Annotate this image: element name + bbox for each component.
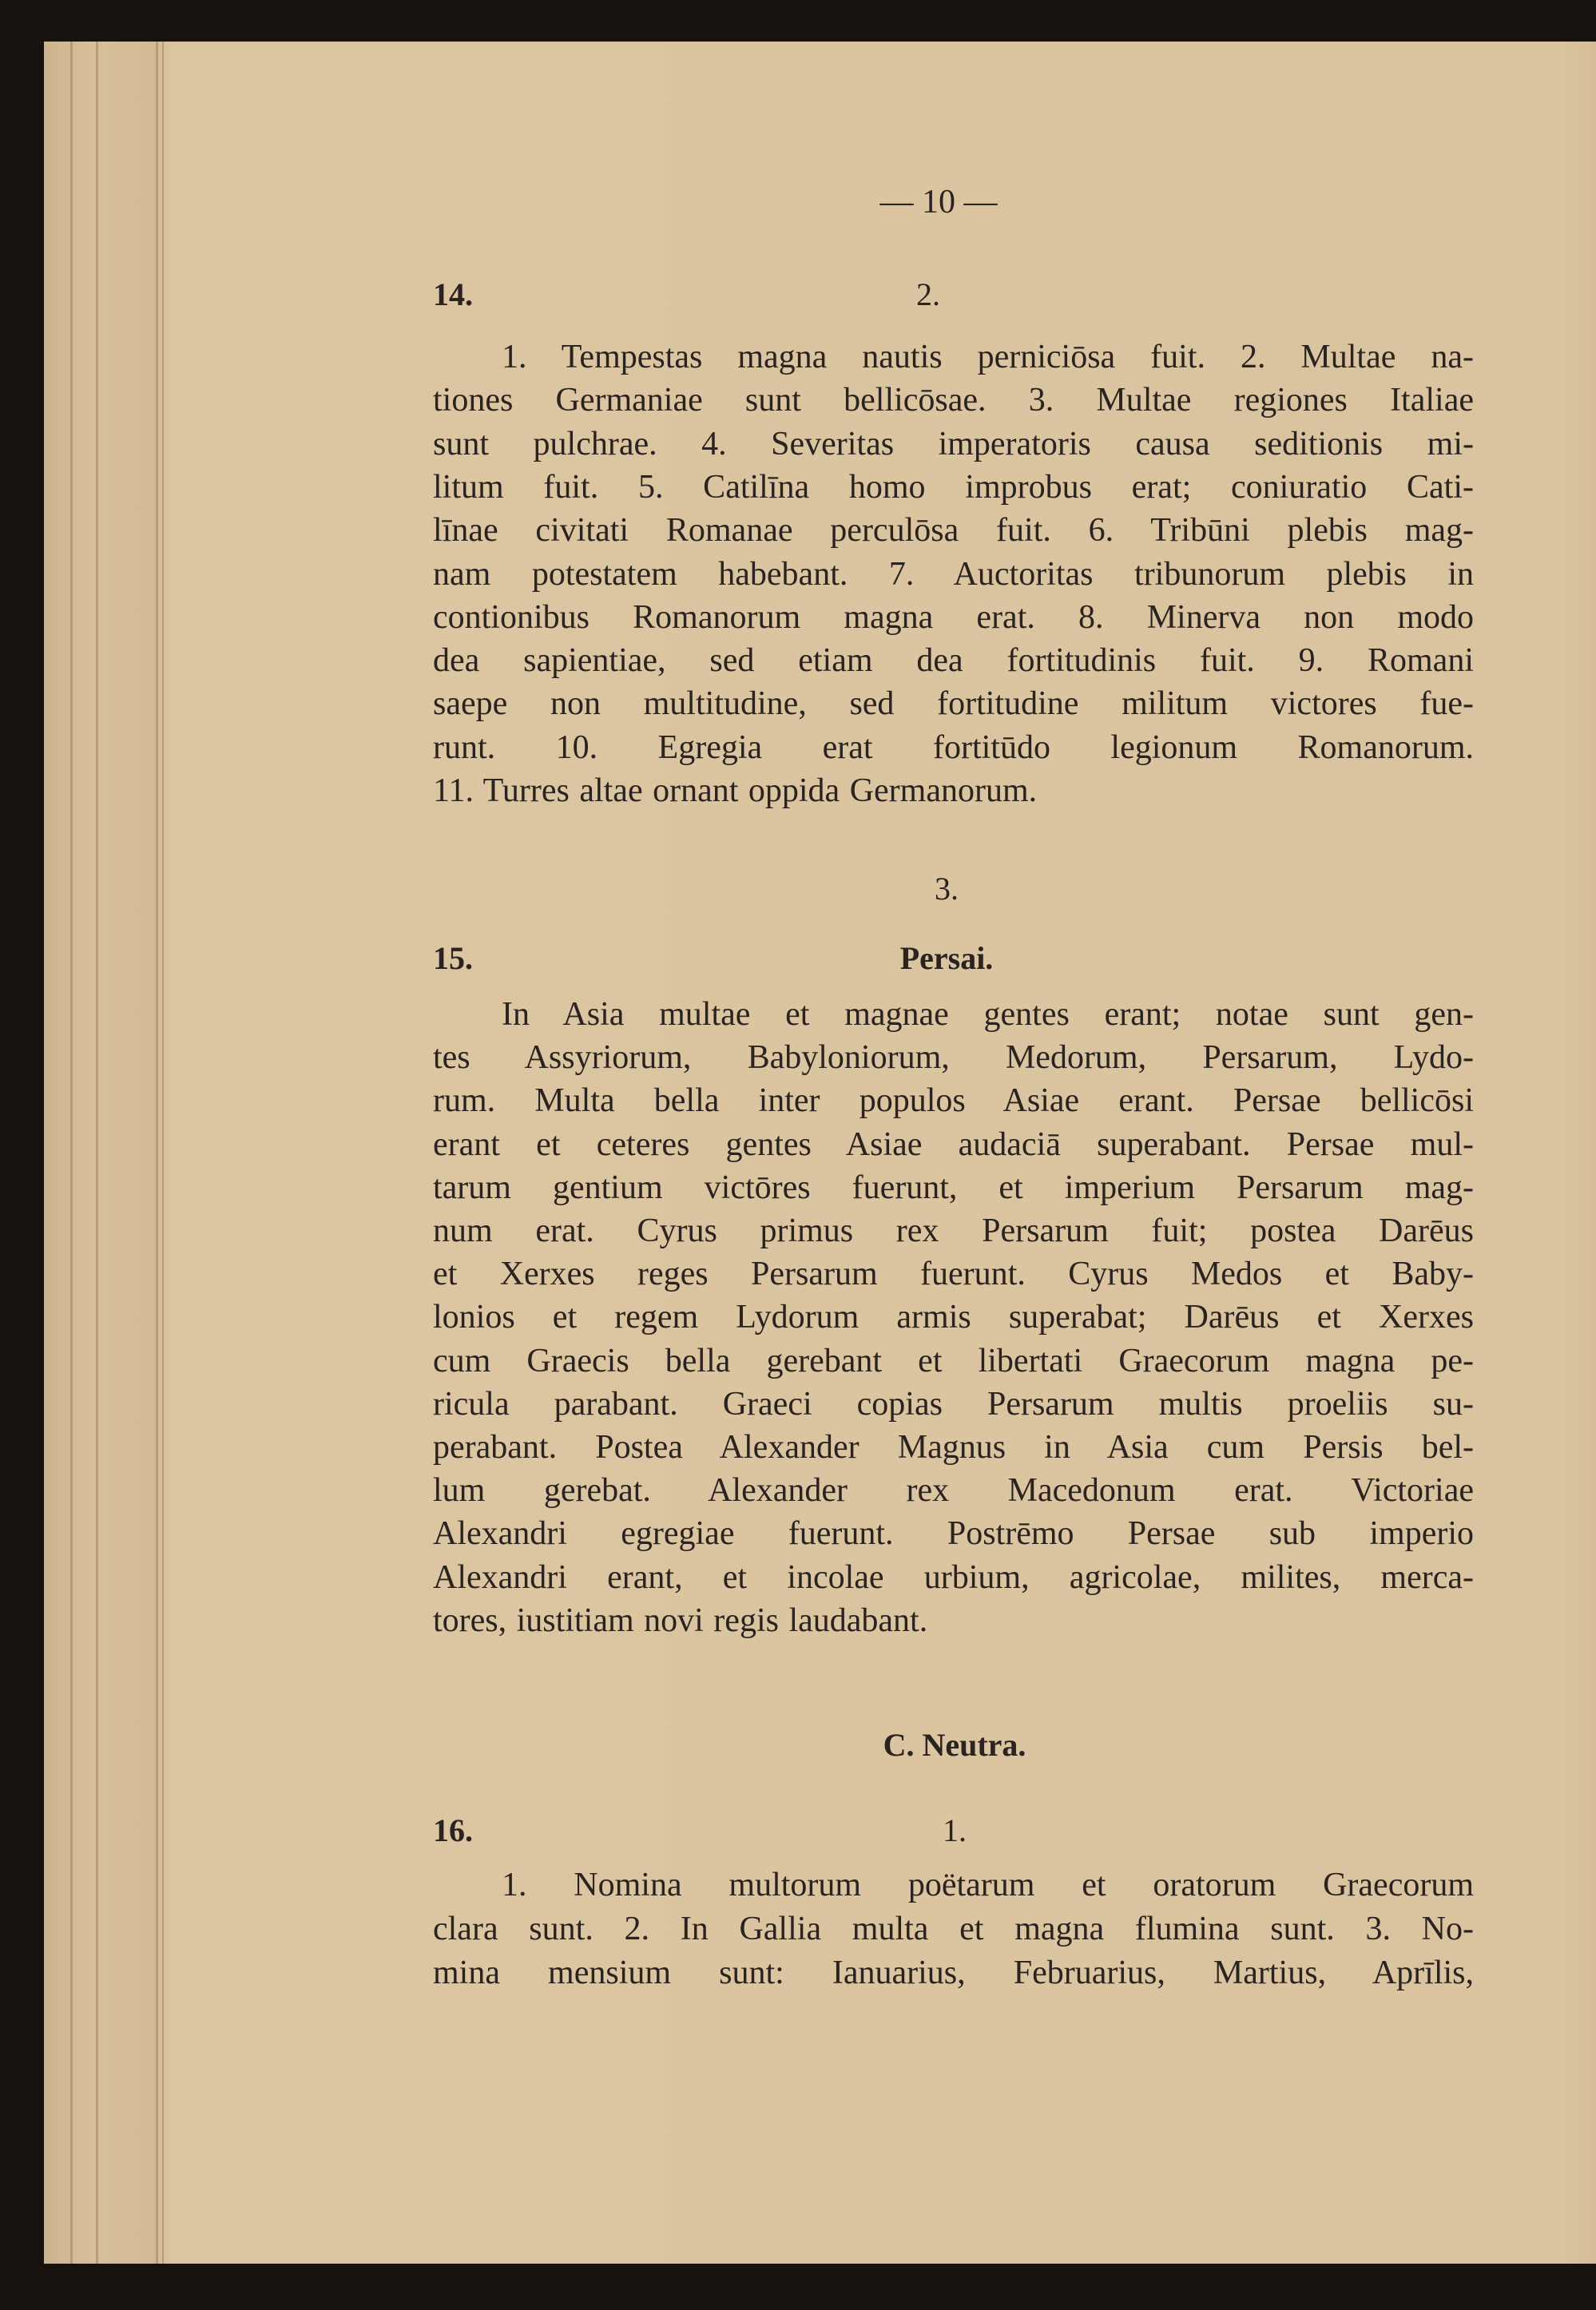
text-line: rum. Multa bella inter populos Asiae erant. Persae bellicōsi [433, 1082, 1474, 1120]
reading-title: Persai. [899, 940, 994, 976]
text-line: runt. 10. Egregia erat fortitūdo legionum Romanorum. [433, 728, 1474, 766]
text-line: litum fuit. 5. Catilīna homo improbus erat; coniuratio Cati- [433, 468, 1474, 506]
section-heading: C. Neutra. [883, 1727, 1026, 1763]
text-line: 1. Nomina multorum poëtarum et oratorum Graecorum [502, 1867, 1474, 1903]
text-line: 1. Tempestas magna nautis perniciōsa fuit. 2. Multae na- [502, 339, 1474, 375]
text-line: clara sunt. 2. In Gallia multa et magna flumina sunt. 3. No- [433, 1911, 1474, 1947]
text-line: 11. Turres altae ornant oppida Germanorum. [433, 772, 1038, 809]
exercise-number: 15. [433, 940, 473, 976]
text-line: ricula parabant. Graeci copias Persarum multis proeliis su- [433, 1385, 1474, 1423]
text-line: sunt pulchrae. 4. Severitas imperatoris causa seditionis mi- [433, 425, 1474, 462]
text-line: Alexandri erant, et incolae urbium, agricolae, milites, merca- [433, 1558, 1474, 1596]
page-number: — 10 — [879, 184, 998, 220]
text-line: In Asia multae et magnae gentes erant; notae sunt gen- [502, 996, 1474, 1033]
text-line: perabant. Postea Alexander Magnus in Asia cum Persis bel- [433, 1429, 1474, 1466]
exercise-subheading: 2. [916, 276, 940, 312]
text-line: mina mensium sunt: Ianuarius, Februarius, Martius, Aprīlis, [433, 1955, 1474, 1991]
text-line: tarum gentium victōres fuerunt, et imperium Persarum mag- [433, 1169, 1474, 1206]
text-line: cum Graecis bella gerebant et libertati Graecorum magna pe- [433, 1342, 1474, 1379]
exercise-subheading: 1. [943, 1812, 967, 1848]
text-line: saepe non multitudine, sed fortitudine militum victores fue- [433, 685, 1474, 723]
exercise-subheading: 3. [935, 871, 959, 907]
text-line: lum gerebat. Alexander rex Macedonum erat. Victoriae [433, 1472, 1474, 1510]
text-line: lonios et regem Lydorum armis superabat; Darēus et Xerxes [433, 1299, 1474, 1336]
exercise-number: 14. [433, 276, 473, 312]
text-line: erant et ceteres gentes Asiae audaciā superabant. Persae mul- [433, 1125, 1474, 1163]
page-stack-edge [162, 42, 164, 2264]
text-line: dea sapientiae, sed etiam dea fortitudinis fuit. 9. Romani [433, 642, 1474, 680]
page-stack-edge [96, 42, 98, 2264]
text-line: tores, iustitiam novi regis laudabant. [433, 1602, 928, 1639]
text-line: contionibus Romanorum magna erat. 8. Minerva non modo [433, 598, 1474, 636]
text-line: num erat. Cyrus primus rex Persarum fuit; postea Darēus [433, 1213, 1474, 1249]
page-stack-edge [70, 42, 73, 2264]
text-line: nam potestatem habebant. 7. Auctoritas tribunorum plebis in [433, 555, 1474, 593]
text-line: et Xerxes reges Persarum fuerunt. Cyrus Medos et Baby- [433, 1256, 1474, 1293]
text-line: tiones Germaniae sunt bellicōsae. 3. Multae regiones Italiae [433, 382, 1474, 419]
text-line: tes Assyriorum, Babyloniorum, Medorum, Persarum, Lydo- [433, 1039, 1474, 1077]
exercise-number: 16. [433, 1812, 473, 1848]
text-line: līnae civitati Romanae perculōsa fuit. 6. Tribūni plebis mag- [433, 512, 1474, 550]
page-stack-edge [156, 42, 158, 2264]
text-line: Alexandri egregiae fuerunt. Postrēmo Persae sub imperio [433, 1515, 1474, 1553]
